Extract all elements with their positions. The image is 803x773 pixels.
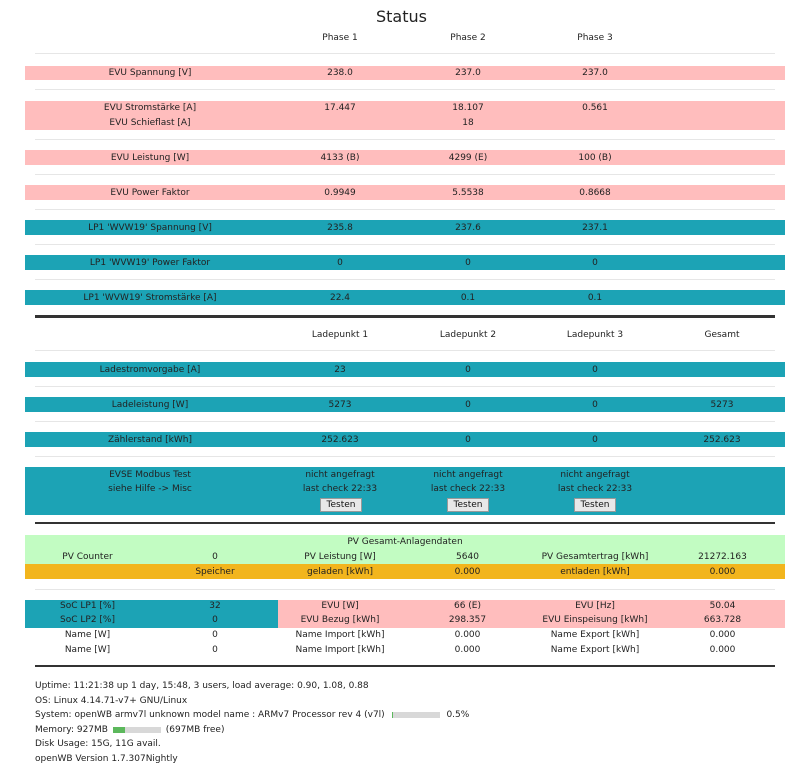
soc-lp2-value: 0: [212, 615, 218, 625]
zaehlerstand-lp2: 0: [465, 435, 471, 445]
evu-schieflast-value: 18: [462, 118, 474, 128]
phase-2-header: Phase 2: [450, 33, 486, 43]
lp1-powerfaktor-p1: 0: [337, 258, 343, 268]
name-w-value: 0: [212, 630, 218, 640]
separator: [35, 456, 775, 457]
lp1-spannung-p1: 235.8: [327, 223, 353, 233]
memory-free: (697MB free): [165, 725, 225, 735]
name-import-value: 0.000: [454, 645, 481, 655]
evu-einspeisung-value: 663.728: [703, 615, 742, 625]
name-export-label: Name Export [kWh]: [550, 645, 640, 655]
pv-ertrag-label: PV Gesamtertrag [kWh]: [541, 552, 649, 562]
evse-hint: siehe Hilfe -> Misc: [108, 484, 192, 494]
separator: [35, 279, 775, 280]
soc-lp1-value: 32: [209, 601, 221, 611]
system-line: [35, 710, 469, 720]
evu-strom-p3: 0.561: [582, 103, 608, 113]
separator: [35, 589, 775, 590]
ladepunkt-2-header: Ladepunkt 2: [439, 330, 497, 340]
name-export-value: 0.000: [709, 630, 736, 640]
evu-strom-p1: 17.447: [324, 103, 356, 113]
memory-usage-bar: [113, 727, 161, 733]
memory-usage-fill: [113, 727, 125, 733]
lp1-powerfaktor-p2: 0: [465, 258, 471, 268]
name-import-label: Name Import [kWh]: [295, 630, 385, 640]
pv-leistung-label: PV Leistung [W]: [304, 552, 376, 562]
evse-status-lp2: nicht angefragt: [433, 470, 503, 480]
evu-leistung-p1: 4133 (B): [320, 153, 360, 163]
zaehlerstand-gesamt: 252.623: [703, 435, 741, 445]
separator: [35, 350, 775, 351]
name-w-label: Name [W]: [64, 645, 111, 655]
zaehlerstand-lp1: 252.623: [321, 435, 359, 445]
section-divider: [35, 665, 775, 667]
ladeleistung-lp2: 0: [465, 400, 471, 410]
gesamt-header: Gesamt: [704, 330, 740, 340]
evu-bezug-value: 298.357: [448, 615, 487, 625]
ladestromvorgabe-lp2: 0: [465, 365, 471, 375]
name-import-value: 0.000: [454, 630, 481, 640]
separator: [35, 244, 775, 245]
pv-title: PV Gesamt-Anlagendaten: [347, 537, 463, 547]
ladeleistung-lp1: 5273: [328, 400, 352, 410]
evu-powerfaktor-p2: 5.5538: [452, 188, 484, 198]
evu-hz-label: EVU [Hz]: [575, 601, 615, 611]
separator: [35, 421, 775, 422]
lp1-strom-p1: 22.4: [329, 293, 351, 303]
name-w-value: 0: [212, 645, 218, 655]
evu-spannung-label: EVU Spannung [V]: [108, 68, 192, 78]
uptime-text: Uptime: 11:21:38 up 1 day, 15:48, 3 users, load average: 0.90, 1.08, 0.88: [35, 681, 369, 691]
name-w-label: Name [W]: [64, 630, 111, 640]
testen-button-lp3[interactable]: Testen: [574, 498, 616, 512]
evse-check-lp1: last check 22:33: [302, 484, 378, 494]
system-text: System: openWB armv7l unknown model name : ARMv7 Processor rev 4 (v7l): [35, 710, 385, 720]
memory-text: Memory: 927MB: [35, 725, 108, 735]
pv-leistung-value: 5640: [456, 552, 479, 562]
separator: [35, 174, 775, 175]
speicher-row: [25, 564, 785, 579]
pv-counter-label: PV Counter: [62, 552, 113, 562]
evse-status-lp3: nicht angefragt: [560, 470, 630, 480]
evu-leistung-p3: 100 (B): [578, 153, 612, 163]
name-import-label: Name Import [kWh]: [295, 645, 385, 655]
version-text: openWB Version 1.7.307Nightly: [35, 754, 178, 764]
ladestromvorgabe-label: Ladestromvorgabe [A]: [99, 365, 201, 375]
ladeleistung-lp3: 0: [592, 400, 598, 410]
zaehlerstand-label: Zählerstand [kWh]: [108, 435, 192, 445]
ladepunkt-1-header: Ladepunkt 1: [311, 330, 369, 340]
separator: [35, 139, 775, 140]
evu-powerfaktor-p3: 0.8668: [579, 188, 611, 198]
testen-button-lp2[interactable]: Testen: [447, 498, 489, 512]
evu-bezug-label: EVU Bezug [kWh]: [300, 615, 380, 625]
ladestromvorgabe-lp3: 0: [592, 365, 598, 375]
evu-spannung-p3: 237.0: [582, 68, 608, 78]
separator: [35, 209, 775, 210]
evu-spannung-p2: 237.0: [455, 68, 481, 78]
evse-status-lp1: nicht angefragt: [305, 470, 375, 480]
name-export-label: Name Export [kWh]: [550, 630, 640, 640]
disk-text: Disk Usage: 15G, 11G avail.: [35, 739, 161, 749]
lp1-strom-label: LP1 'WVW19' Stromstärke [A]: [83, 293, 217, 303]
evu-strom-p2: 18.107: [452, 103, 484, 113]
separator: [35, 53, 775, 54]
cpu-usage-bar: [392, 712, 440, 718]
speicher-entladen-value: 0.000: [709, 567, 736, 577]
lp1-spannung-p3: 237.1: [582, 223, 608, 233]
pv-counter-value: 0: [212, 552, 218, 562]
phase-3-header: Phase 3: [577, 33, 613, 43]
page-title: Status: [376, 7, 427, 26]
evu-hz-value: 50.04: [709, 601, 736, 611]
ladeleistung-gesamt: 5273: [710, 400, 734, 410]
evse-label: EVSE Modbus Test: [109, 470, 191, 480]
lp1-spannung-p2: 237.6: [455, 223, 481, 233]
section-divider: [35, 522, 775, 524]
lp1-powerfaktor-p3: 0: [592, 258, 598, 268]
speicher-geladen-value: 0.000: [454, 567, 481, 577]
evu-powerfaktor-label: EVU Power Faktor: [110, 188, 190, 198]
section-divider: [35, 315, 775, 318]
evu-powerfaktor-p1: 0.9949: [324, 188, 356, 198]
evu-strom-label: EVU Stromstärke [A]: [103, 103, 197, 113]
evse-check-lp2: last check 22:33: [430, 484, 506, 494]
ladeleistung-label: Ladeleistung [W]: [111, 400, 189, 410]
lp1-strom-p3: 0.1: [587, 293, 603, 303]
lp1-spannung-label: LP1 'WVW19' Spannung [V]: [88, 223, 212, 233]
zaehlerstand-lp3: 0: [592, 435, 598, 445]
lp1-strom-p2: 0.1: [460, 293, 476, 303]
pv-ertrag-value: 21272.163: [698, 552, 747, 562]
phase-1-header: Phase 1: [322, 33, 358, 43]
memory-line: [35, 725, 224, 735]
speicher-entladen-label: entladen [kWh]: [560, 567, 630, 577]
os-text: OS: Linux 4.14.71-v7+ GNU/Linux: [35, 696, 188, 706]
evu-w-value: 66 (E): [453, 601, 482, 611]
soc-lp1-label: SoC LP1 [%]: [60, 601, 115, 611]
evu-leistung-p2: 4299 (E): [448, 153, 488, 163]
cpu-percent: 0.5%: [446, 710, 470, 720]
evu-w-label: EVU [W]: [321, 601, 359, 611]
soc-lp2-label: SoC LP2 [%]: [60, 615, 115, 625]
evu-schieflast-label: EVU Schieflast [A]: [109, 118, 191, 128]
speicher-geladen-label: geladen [kWh]: [307, 567, 373, 577]
speicher-label: Speicher: [195, 567, 235, 577]
evu-spannung-p1: 238.0: [327, 68, 353, 78]
separator: [35, 89, 775, 90]
ladestromvorgabe-lp1: 23: [334, 365, 346, 375]
name-export-value: 0.000: [709, 645, 736, 655]
lp1-powerfaktor-label: LP1 'WVW19' Power Faktor: [89, 258, 211, 268]
testen-button-lp1[interactable]: Testen: [320, 498, 362, 512]
evu-leistung-label: EVU Leistung [W]: [110, 153, 190, 163]
ladepunkt-3-header: Ladepunkt 3: [566, 330, 624, 340]
evu-einspeisung-label: EVU Einspeisung [kWh]: [542, 615, 648, 625]
separator: [35, 386, 775, 387]
evse-check-lp3: last check 22:33: [557, 484, 633, 494]
